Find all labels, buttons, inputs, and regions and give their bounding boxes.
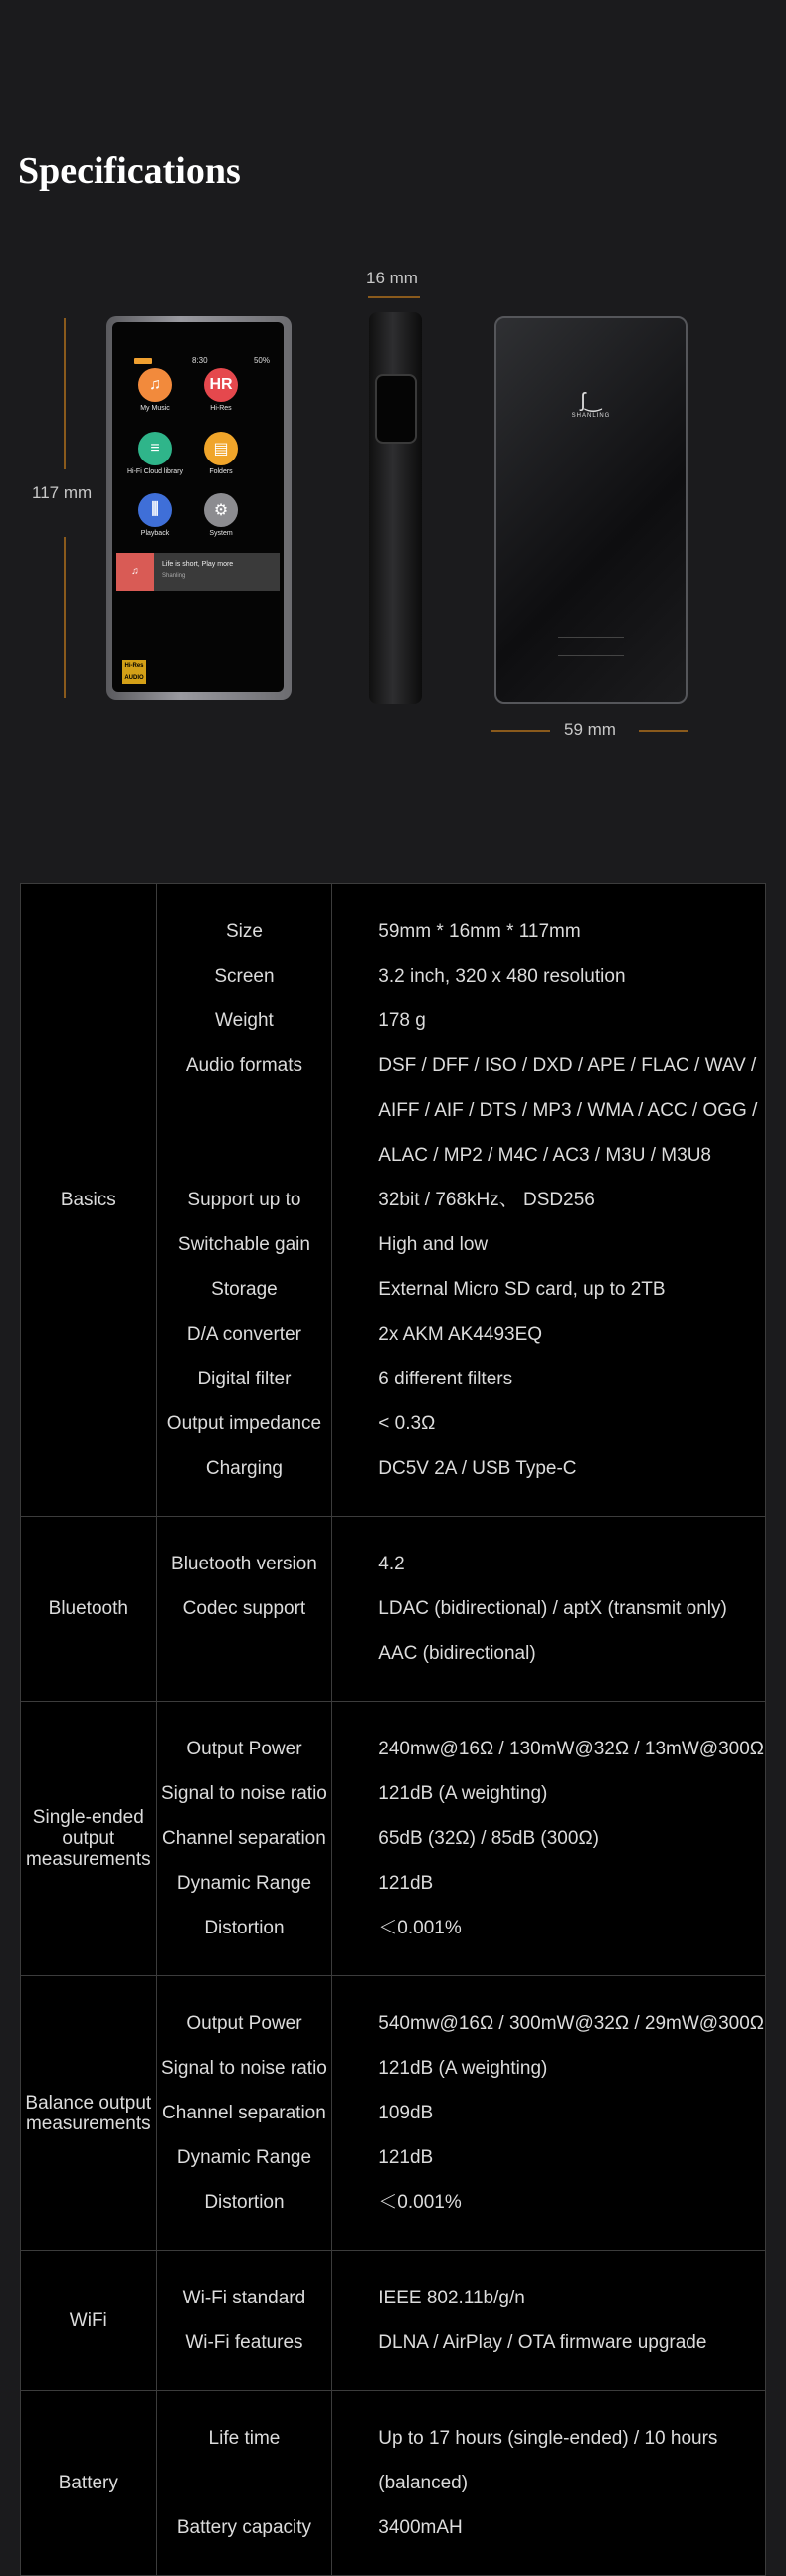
gear-icon: ⚙ (204, 493, 238, 527)
spec-label: Signal to noise ratio (160, 2058, 327, 2079)
spec-label: Channel separation (162, 2103, 326, 2123)
app-label: System (209, 530, 233, 537)
app-folders (191, 432, 251, 475)
spec-section (21, 1702, 766, 1976)
height-line-top (64, 318, 66, 469)
spec-value: DLNA / AirPlay / OTA firmware upgrade (378, 2332, 707, 2353)
spec-labels (156, 2251, 332, 2391)
spec-label: Codec support (182, 1598, 306, 1619)
spec-values (332, 2391, 766, 2576)
spec-value: DSF / DFF / ISO / DXD / APE / FLAC / WAV / (378, 1055, 757, 1076)
spec-values (332, 1702, 766, 1976)
equalizer-icon: ⫼ (138, 493, 172, 527)
spec-value: ＜0.001% (378, 1918, 462, 1938)
app-label: Hi-Res (210, 405, 232, 412)
spec-values (332, 884, 766, 1517)
spec-label: Storage (211, 1279, 278, 1300)
spec-section (21, 1976, 766, 2251)
spec-label: Dynamic Range (176, 1873, 312, 1894)
app-my-music (125, 368, 185, 412)
page-title: Specifications (18, 150, 241, 192)
spec-label (158, 1631, 331, 1676)
spec-value: DC5V 2A / USB Type-C (378, 1458, 577, 1479)
spec-label: Distortion (204, 1918, 285, 1938)
spec-value: ALAC / MP2 / M4C / AC3 / M3U / M3U8 (378, 1145, 711, 1166)
spec-labels (156, 2391, 332, 2576)
height-label: 117 mm (32, 483, 93, 502)
spec-section (21, 884, 766, 1517)
app-system (191, 493, 251, 537)
spec-label: Wi-Fi features (185, 2332, 303, 2353)
width-label: 59 mm (564, 720, 616, 739)
spec-labels (156, 1517, 332, 1702)
now-playing-title: Life is short, Play more (162, 561, 234, 568)
spec-values (332, 1517, 766, 1702)
spec-value: 59mm * 16mm * 117mm (378, 921, 581, 942)
spec-label: Channel separation (162, 1828, 326, 1849)
spec-category-text: measurements (25, 2113, 151, 2134)
spec-category-text: Basics (60, 1190, 116, 1210)
spec-label: Digital filter (197, 1369, 292, 1389)
spec-value: < 0.3Ω (378, 1413, 436, 1434)
spec-label: Audio formats (185, 1055, 303, 1076)
spec-value: 65dB (32Ω) / 85dB (300Ω) (378, 1828, 599, 1849)
spec-category-text: Bluetooth (48, 1598, 128, 1619)
spec-label: Bluetooth version (171, 1554, 317, 1574)
spec-label (158, 1133, 331, 1178)
spec-label: Output Power (186, 2013, 302, 2034)
spec-labels (156, 1976, 332, 2251)
cloud-library-icon: ≡ (138, 432, 172, 465)
player-side-image (369, 312, 422, 704)
specifications-table (20, 883, 766, 2576)
app-label: My Music (140, 405, 170, 412)
spec-category (21, 2391, 157, 2576)
thickness-line (368, 296, 420, 298)
player-screen (112, 322, 284, 692)
app-hi-fi-cloud-library (125, 432, 185, 475)
spec-value: ＜0.001% (378, 2192, 462, 2213)
spec-label: Output Power (186, 1739, 302, 1759)
spec-category (21, 1976, 157, 2251)
spec-label: Charging (205, 1458, 283, 1479)
spec-label: Size (225, 921, 263, 942)
spec-value: 4.2 (378, 1554, 405, 1574)
spec-label: Screen (214, 966, 275, 987)
spec-label: Battery capacity (176, 2517, 312, 2538)
spec-section (21, 1517, 766, 1702)
spec-value: 121dB (A weighting) (378, 2058, 548, 2079)
app-label: Folders (209, 468, 233, 475)
regulatory-text (558, 637, 624, 656)
spec-value: 3.2 inch, 320 x 480 resolution (378, 966, 626, 987)
spec-value: 121dB (378, 1873, 434, 1894)
spec-label: Wi-Fi standard (182, 2288, 306, 2308)
spec-value: 121dB (378, 2147, 434, 2168)
player-back-image (494, 316, 688, 704)
spec-value: IEEE 802.11b/g/n (378, 2288, 525, 2308)
spec-category-text: output (62, 1828, 115, 1849)
spec-label: Dynamic Range (176, 2147, 312, 2168)
spec-value: 240mw@16Ω / 130mW@32Ω / 13mW@300Ω (378, 1739, 764, 1759)
volume-knob (375, 374, 417, 444)
app-label: Hi-Fi Cloud library (126, 468, 183, 475)
now-playing-bar (116, 553, 280, 591)
spec-value: External Micro SD card, up to 2TB (378, 1279, 666, 1300)
spec-label: Life time (208, 2428, 281, 2449)
spec-label: D/A converter (186, 1324, 301, 1345)
spec-labels (156, 1702, 332, 1976)
width-line-right (639, 730, 688, 732)
player-front-image (106, 316, 292, 700)
spec-label (158, 1088, 331, 1133)
spec-value: 540mw@16Ω / 300mW@32Ω / 29mW@300Ω (378, 2013, 764, 2034)
spec-label: Switchable gain (177, 1234, 310, 1255)
height-line-bottom (64, 537, 66, 698)
spec-label: Signal to noise ratio (160, 1783, 327, 1804)
spec-value: 32bit / 768kHz、 DSD256 (378, 1190, 595, 1210)
spec-values (332, 2251, 766, 2391)
hi-res-icon: HR (204, 368, 238, 402)
app-playback (125, 493, 185, 537)
spec-value: 6 different filters (378, 1369, 513, 1389)
spec-values (332, 1976, 766, 2251)
spec-category (21, 2251, 157, 2391)
spec-label: Weight (215, 1011, 274, 1031)
spec-category-text: Battery (58, 2473, 118, 2493)
music-note-icon: ♫ (138, 368, 172, 402)
spec-category-text: Balance output (25, 2092, 152, 2114)
status-indicator (134, 358, 152, 364)
thickness-label: 16 mm (366, 269, 418, 287)
status-battery: 50% (253, 356, 270, 365)
spec-label: Output impedance (166, 1413, 322, 1434)
spec-value: AAC (bidirectional) (378, 1643, 536, 1664)
app-hi-res (191, 368, 251, 412)
hi-res-badge: Hi-Res AUDIO (122, 660, 146, 684)
spec-label (158, 2461, 331, 2505)
spec-value: 2x AKM AK4493EQ (378, 1324, 543, 1345)
width-line-left (491, 730, 550, 732)
spec-value: 3400mAH (378, 2517, 463, 2538)
spec-category (21, 884, 157, 1517)
spec-value: 121dB (A weighting) (378, 1783, 548, 1804)
spec-section (21, 2251, 766, 2391)
spec-value: (balanced) (378, 2473, 469, 2493)
spec-category-text: Single-ended (32, 1807, 144, 1828)
spec-category (21, 1517, 157, 1702)
folder-icon: ▤ (204, 432, 238, 465)
album-art: ♫ (116, 553, 154, 591)
now-playing-artist: Shanling (162, 573, 186, 579)
spec-value: High and low (378, 1234, 489, 1255)
spec-value: 178 g (378, 1011, 426, 1031)
spec-category-text: WiFi (69, 2309, 107, 2331)
brand-logo: ʃ‿ SHANLING (571, 390, 611, 419)
spec-value: Up to 17 hours (single-ended) / 10 hours (378, 2428, 718, 2449)
spec-value: LDAC (bidirectional) / aptX (transmit only) (378, 1598, 727, 1619)
spec-value: 109dB (378, 2103, 434, 2123)
spec-label: Support up to (187, 1190, 301, 1210)
app-label: Playback (140, 530, 170, 537)
status-time: 8:30 (192, 356, 208, 365)
spec-section (21, 2391, 766, 2576)
spec-category (21, 1702, 157, 1976)
spec-category-text: measurements (25, 1849, 151, 1870)
spec-label: Distortion (204, 2192, 285, 2213)
spec-labels (156, 884, 332, 1517)
spec-value: AIFF / AIF / DTS / MP3 / WMA / ACC / OGG / (378, 1100, 758, 1121)
